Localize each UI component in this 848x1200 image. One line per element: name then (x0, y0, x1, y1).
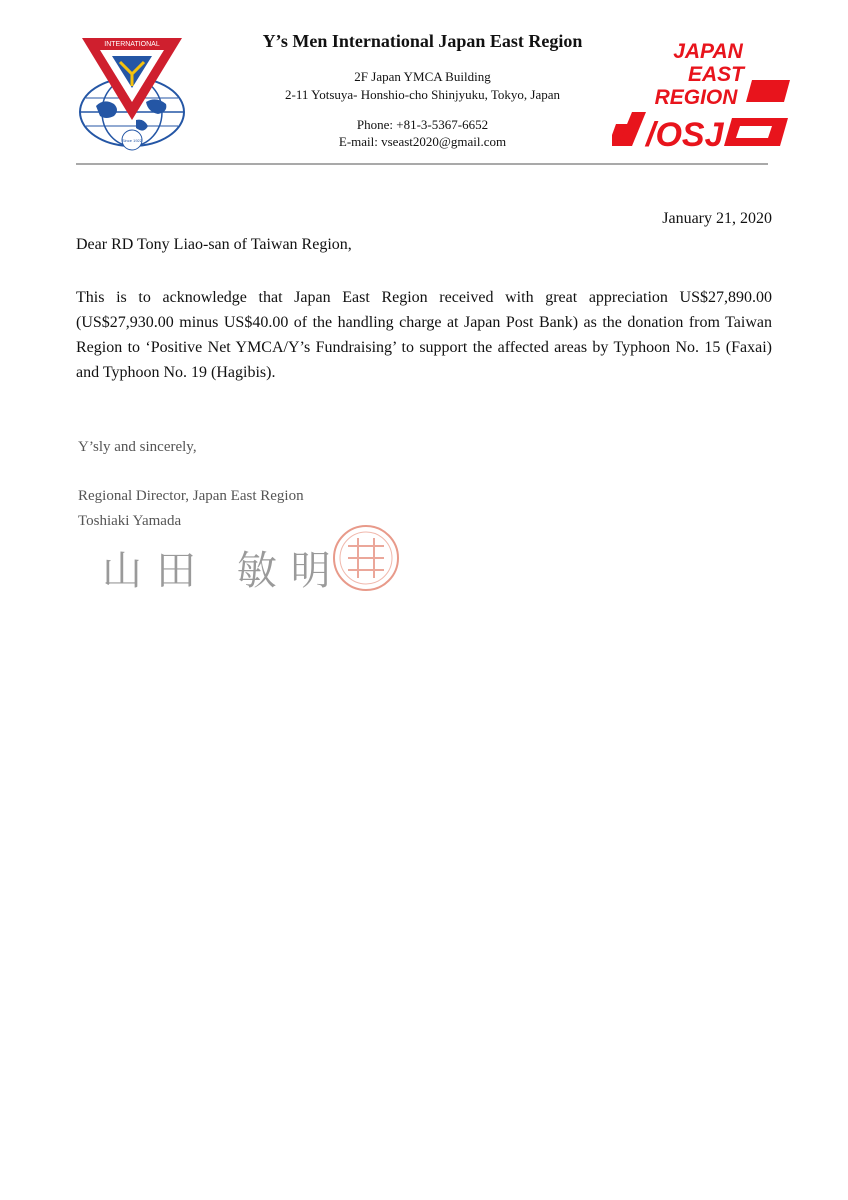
japan-east-region-logo-line-3: REGION (654, 86, 738, 109)
address-line-2: 2-11 Yotsuya- Honshio-cho Shinjyuku, Tokyo, Japan (285, 87, 560, 102)
logo-badge-text: Since 1922 (121, 138, 143, 143)
salutation: Dear RD Tony Liao-san of Taiwan Region, (76, 236, 352, 253)
japan-east-region-logo-line-2: EAST (687, 63, 744, 86)
closing-line: Y’sly and sincerely, (78, 439, 197, 455)
letter-body-paragraph: This is to acknowledge that Japan East Region received with great appreciation US$27,890.00 (US$27,930.00 minus US$40.00 of the handling charge at Japan Post Bank) as the donation from Taiwan Region to ‘Positive Net YMCA/Y’s Fundraising’ to support the affected areas by Typhoon No. 15 (Faxai) and Typhoon No. 19 (Hagibis). (76, 289, 772, 381)
address-line-1: 2F Japan YMCA Building (354, 69, 491, 84)
logo-banner-text: INTERNATIONAL (104, 41, 160, 48)
letter-date: January 21, 2020 (662, 210, 772, 227)
signer-title: Regional Director, Japan East Region (78, 488, 304, 504)
handwritten-signature (96, 520, 406, 600)
logo-mark-text: /OSJ (646, 116, 724, 152)
email-address: E-mail: vseast2020@gmail.com (338, 134, 507, 149)
header-divider (76, 163, 768, 165)
ys-men-international-logo (76, 36, 188, 156)
phone-number: Phone: +81-3-5367-6652 (356, 117, 489, 132)
signature-text: 山田 敏明 (102, 548, 345, 594)
japan-east-region-logo (612, 38, 792, 152)
org-name-heading: Y’s Men International Japan East Region (262, 31, 583, 51)
signer-name: Toshiaki Yamada (78, 513, 182, 529)
japan-east-region-logo-line-1: JAPAN (673, 40, 743, 63)
